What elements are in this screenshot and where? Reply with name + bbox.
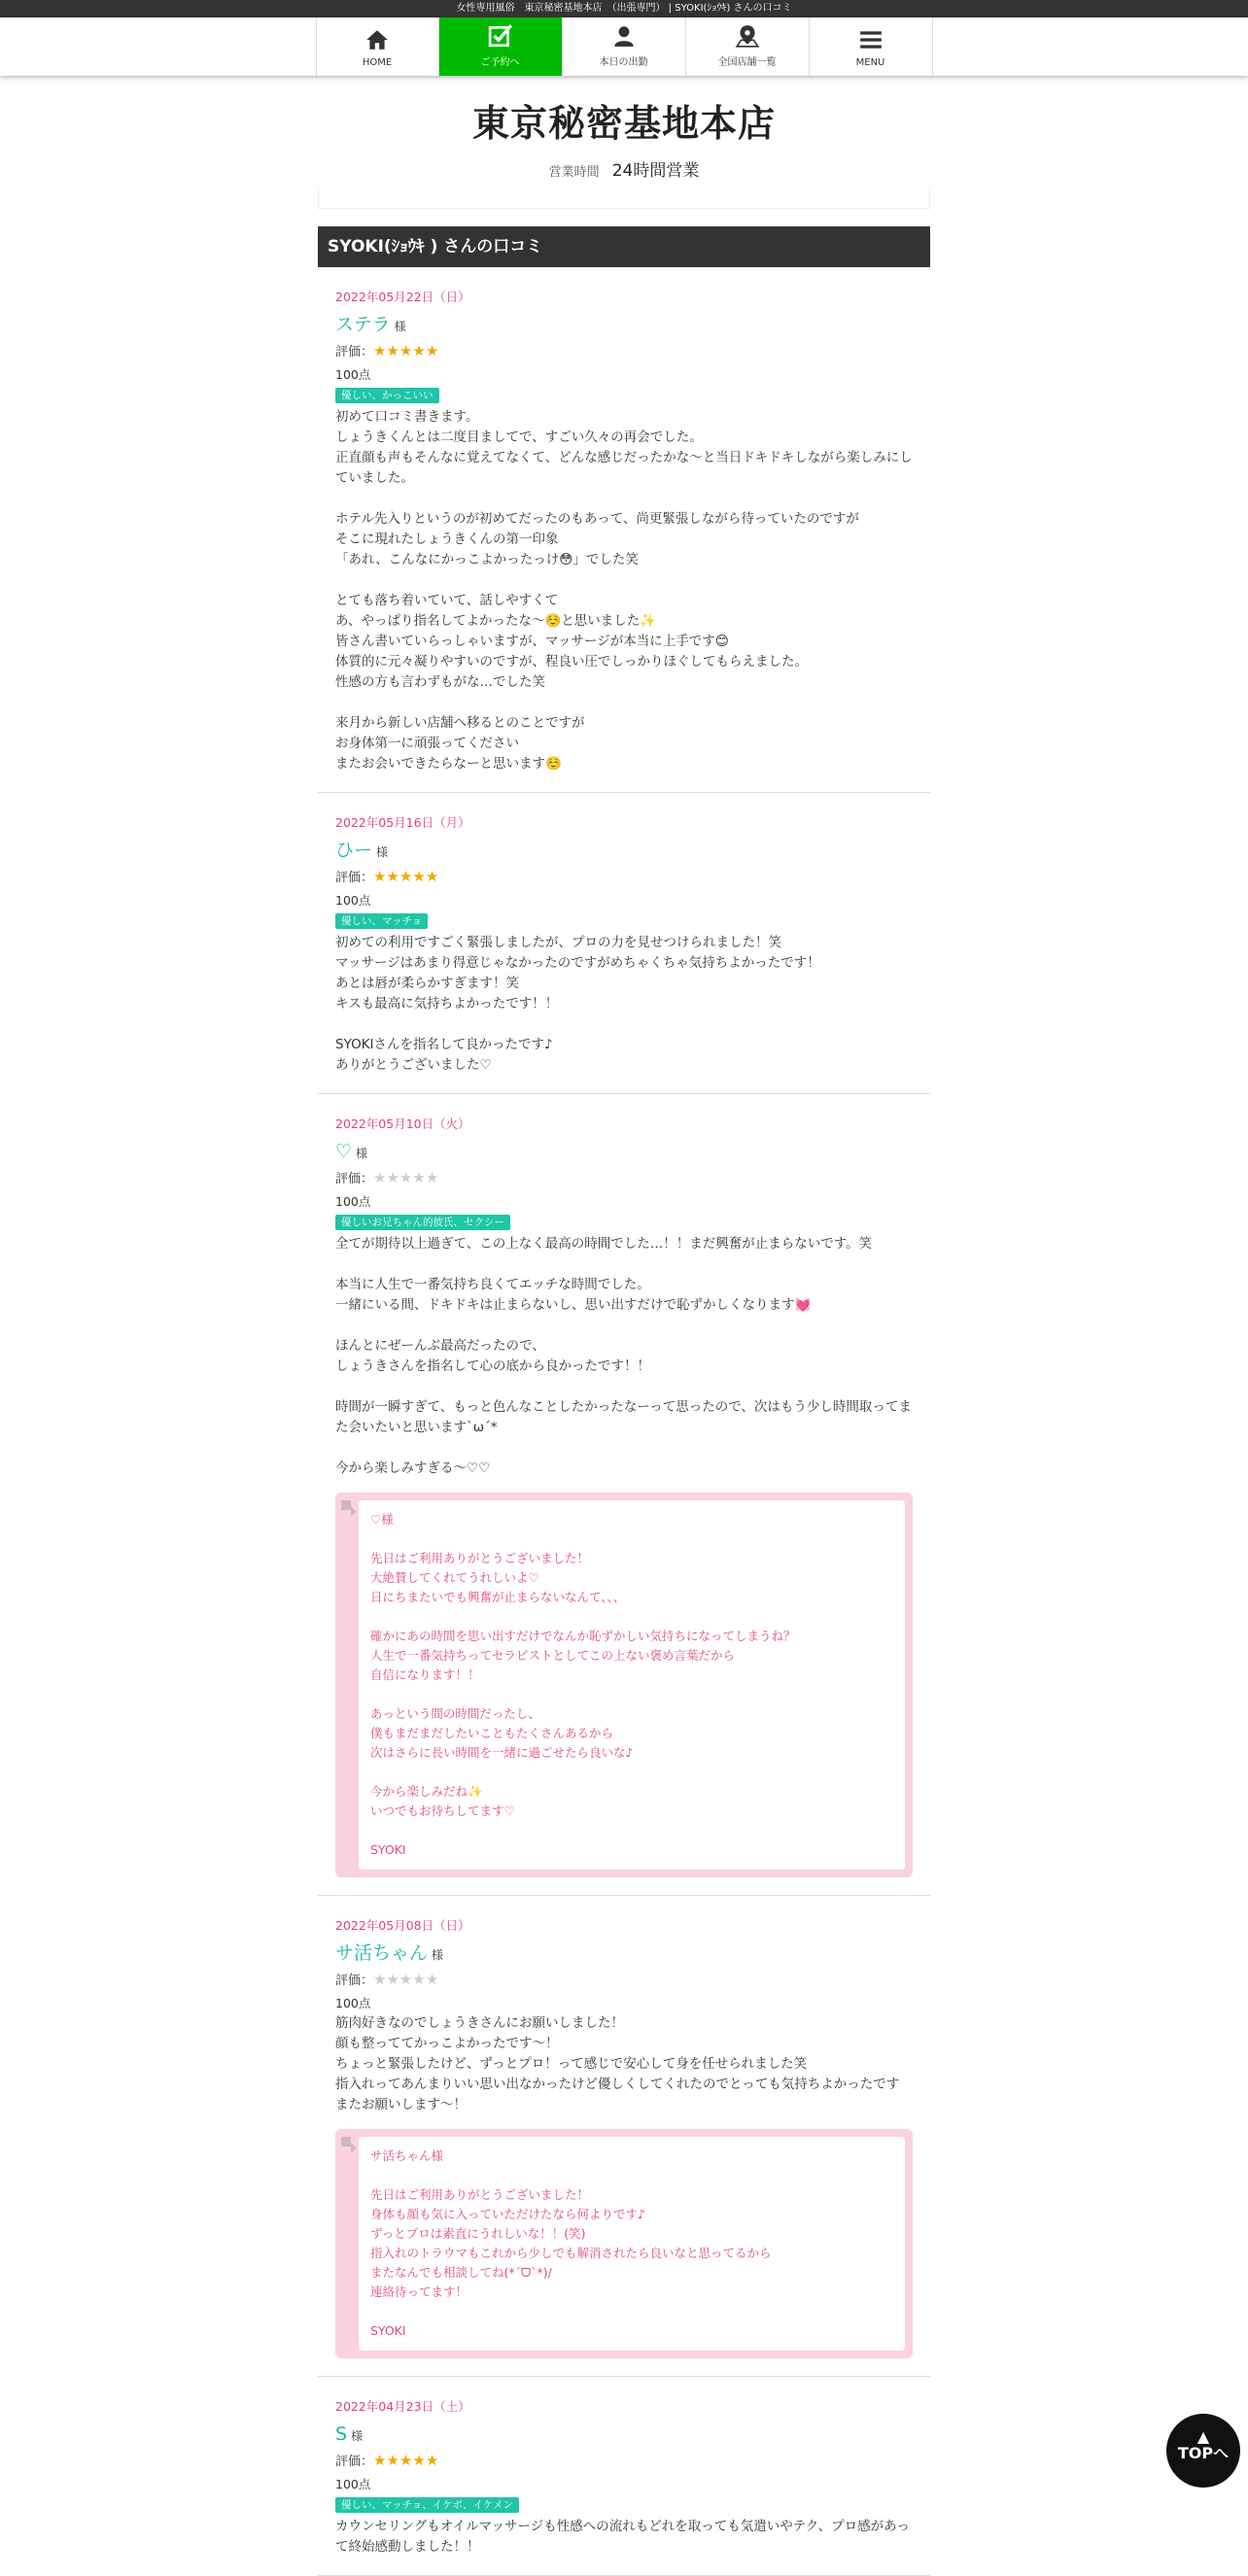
rating-line [335, 1168, 913, 1189]
reviewer-name: ♡ [335, 1141, 353, 1162]
review-tags: 優しい、マッチョ [335, 913, 428, 929]
star-rating [373, 342, 438, 360]
rating-label: 評価： [335, 345, 374, 360]
top-info-bar: 女性専用風俗 東京秘密基地本店 （出張専門） | SYOKI(ｼｮｳｷ) さんの口コミ [0, 0, 1248, 17]
star-icon: ★ [425, 1169, 439, 1186]
review-body: カウンセリングもオイルマッサージも性感への流れもどれを取っても気遣いやテク、プロ感があって終始感動しました！！ [335, 2519, 911, 2555]
reviewer [335, 2424, 913, 2447]
star-icon: ★ [373, 1971, 387, 1988]
map-pin-icon [735, 23, 760, 49]
rating-label: 評価： [335, 2455, 374, 2469]
menu-icon [858, 27, 884, 52]
nav-store-list[interactable] [686, 17, 810, 76]
therapist-reply [335, 2129, 913, 2358]
review-tags: 優しい、マッチョ、イケボ、イケメン [335, 2497, 519, 2513]
nav-home[interactable] [316, 17, 439, 76]
honorific: 様 [376, 845, 389, 859]
star-rating [373, 868, 438, 885]
main-nav [0, 17, 1248, 76]
hours-label: 営業時間 [548, 165, 600, 180]
star-icon: ★ [399, 1169, 413, 1186]
rating-line [335, 867, 913, 888]
hours-value: 24時間営業 [611, 161, 700, 181]
reviewer [335, 841, 913, 863]
rating-line [335, 341, 913, 362]
review-item [318, 1896, 930, 2377]
back-to-top-button[interactable] [1166, 2414, 1240, 2488]
star-icon: ★ [386, 2452, 399, 2469]
review-date: 2022年05月10日（火） [335, 1116, 470, 1131]
checkbox-icon [488, 23, 513, 49]
reviewer-name: サ活ちゃん [335, 1942, 429, 1964]
star-icon: ★ [386, 1169, 399, 1186]
star-icon: ★ [386, 868, 399, 885]
reviewer-name: S [335, 2423, 348, 2445]
star-icon: ★ [412, 1169, 426, 1186]
nav-reservation[interactable] [439, 17, 563, 76]
star-icon: ★ [399, 868, 413, 885]
review-score: 100点 [335, 893, 371, 908]
reviewer-name: ステラ [335, 314, 391, 335]
back-to-top-label: TOPへ [1177, 2444, 1230, 2462]
rating-line [335, 2451, 913, 2472]
rating-line [335, 1970, 913, 1991]
star-icon: ★ [373, 868, 387, 885]
star-icon: ★ [412, 1971, 426, 1988]
reviewer-name: ひー [335, 840, 373, 861]
reviewer [335, 1943, 913, 1966]
star-icon: ★ [386, 1971, 399, 1988]
review-date: 2022年05月22日（日） [335, 290, 470, 304]
review-item [318, 1094, 930, 1896]
star-icon: ★ [399, 2452, 413, 2469]
star-icon: ★ [412, 2452, 426, 2469]
nav-store-list-label: 全国店舗一覧 [717, 57, 777, 68]
review-item [318, 2377, 930, 2576]
reviewer [335, 1142, 913, 1164]
nav-reservation-label: ご予約へ [480, 57, 520, 68]
section-title: SYOKI(ｼｮｳｷ ) さんの口コミ [318, 226, 930, 267]
reply-text: サ活ちゃん様 先日はご利用ありがとうございました！ 身体も顔も気に入っていただけたなら何よりです♪ ずっとプロは素直にうれしいな！！(笑) 指入れのトラウマもこれから少しでも解消されたら良いなと思ってるから またなんでも相談してね(*ˊᗜˋ*)/ 連絡待ってます！ SYOKI [359, 2137, 905, 2351]
review-score: 100点 [335, 2477, 371, 2491]
star-icon: ★ [373, 1169, 387, 1186]
home-icon [364, 27, 390, 52]
rating-label: 評価： [335, 871, 374, 885]
star-rating [373, 2452, 438, 2469]
nav-menu[interactable] [810, 17, 933, 76]
star-icon: ★ [425, 2452, 439, 2469]
review-body: 初めての利用ですごく緊張しましたが、プロの力を見せつけられました！笑 マッサージはあまり得意じゃなかったのですがめちゃくちゃ気持ちよかったです！ あとは唇が柔らかすぎます！笑 キスも最高に気持ちよかったです！！ SYOKIさんを指名して良かったです♪ ありがとうございました♡ [335, 935, 820, 1073]
nav-menu-label: MENU [855, 57, 885, 68]
rating-label: 評価： [335, 1974, 374, 1988]
rating-label: 評価： [335, 1172, 374, 1186]
star-rating [373, 1971, 438, 1988]
star-icon: ★ [425, 342, 439, 360]
star-icon: ★ [412, 342, 426, 360]
star-rating [373, 1169, 438, 1186]
review-tags: 優しい、かっこいい [335, 388, 439, 403]
star-icon: ★ [373, 2452, 387, 2469]
shop-title: 東京秘密基地本店 [471, 101, 776, 145]
review-container [318, 187, 930, 2576]
nav-today-label: 本日の出勤 [599, 57, 648, 68]
reply-arrow-icon [339, 2135, 359, 2154]
review-body: 筋肉好きなのでしょうきさんにお願いしました！ 顔も整っててかっこよかったです〜！ ちょっと緊張したけど、ずっとプロ！って感じで安心して身を任せられました笑 指入れってあんまりいい思い出なかったけど優しくしてくれたのでとっても気持ちよかったです またお願いします〜！ [335, 2015, 900, 2112]
person-icon [611, 23, 637, 49]
review-date: 2022年04月23日（土） [335, 2399, 470, 2414]
review-score: 100点 [335, 1194, 371, 1209]
therapist-reply [335, 1493, 913, 1877]
star-icon: ★ [425, 868, 439, 885]
review-tags: 優しいお兄ちゃん的彼氏、セクシー [335, 1215, 510, 1230]
star-icon: ★ [386, 342, 399, 360]
review-item [318, 793, 930, 1094]
nav-home-label: HOME [362, 57, 393, 68]
star-icon: ★ [412, 868, 426, 885]
review-score: 100点 [335, 367, 371, 382]
reviewer [335, 315, 913, 337]
review-score: 100点 [335, 1996, 371, 2010]
star-icon: ★ [399, 1971, 413, 1988]
honorific: 様 [356, 1147, 368, 1160]
star-icon: ★ [399, 342, 413, 360]
reply-text: ♡様 先日はご利用ありがとうございました！ 大絶賛してくれてうれしいよ♡ 日にちまたいでも興奮が止まらないなんて、、、 確かにあの時間を思い出すだけでなんか恥ずかしい気持ちになってしまうね？ 人生で一番気持ちってセラピストとしてこの上ない褒め言葉だから 自信になります！！ あっという間の時間だったし、 僕もまだまだしたいこともたくさんあるから 次はさらに長い時間を一緒に過ごせたら良いな♪ 今から楽しみだね✨ いつでもお待ちしてます♡ SYOKI [359, 1500, 905, 1870]
review-date: 2022年05月08日（日） [335, 1918, 470, 1933]
up-arrow-icon: ▲ [1196, 2427, 1210, 2446]
review-body: 全てが期待以上過ぎて、この上なく最高の時間でした…！！まだ興奮が止まらないです。笑 本当に人生で一番気持ち良くてエッチな時間でした。 一緒にいる間、ドキドキは止まらないし、思い出すだけで恥ずかしくなります💓 ほんとにぜーんぶ最高だったので、 しょうきさんを指名して心の底から良かったです！！ 時間が一瞬すぎて、もっと色んなことしたかったなーって思ったので、次はもう少し時間取ってまた会いたいと思います`ω´* 今から楽しみすぎる〜♡♡ [335, 1236, 912, 1476]
review-body: 初めて口コミ書きます。 しょうきくんとは二度目ましてで、すごい久々の再会でした。 正直顔も声もそんなに覚えてなくて、どんな感じだったかな〜と当日ドキドキしながら楽しみにしていました。 ホテル先入りというのが初めてだったのもあって、尚更緊張しながら待っていたのですが そこに現れたしょうきくんの第一印象 「あれ、こんなにかっこよかったっけ😳」でした笑 とても落ち着いていて、話しやすくて あ、やっぱり指名してよかったな〜☺️と思いました✨ 皆さん書いていらっしゃいますが、マッサージが本当に上手です😊 体質的に元々凝りやすいのですが、程良い圧でしっかりほぐしてもらえました。 性感の方も言わずもがな…でした笑 来月から新しい店舗へ移るとのことですが お身体第一に頑張ってください またお会いできたらなーと思います☺️ [335, 409, 913, 772]
review-date: 2022年05月16日（月） [335, 815, 470, 830]
honorific: 様 [351, 2429, 364, 2443]
nav-today-schedule[interactable] [563, 17, 686, 76]
honorific: 様 [432, 1948, 444, 1962]
divider [318, 187, 930, 209]
star-icon: ★ [373, 342, 387, 360]
business-hours [0, 156, 1248, 181]
review-item [318, 267, 930, 793]
honorific: 様 [394, 320, 406, 333]
star-icon: ★ [425, 1971, 439, 1988]
review-list [318, 267, 930, 2576]
reply-arrow-icon [339, 1498, 359, 1518]
